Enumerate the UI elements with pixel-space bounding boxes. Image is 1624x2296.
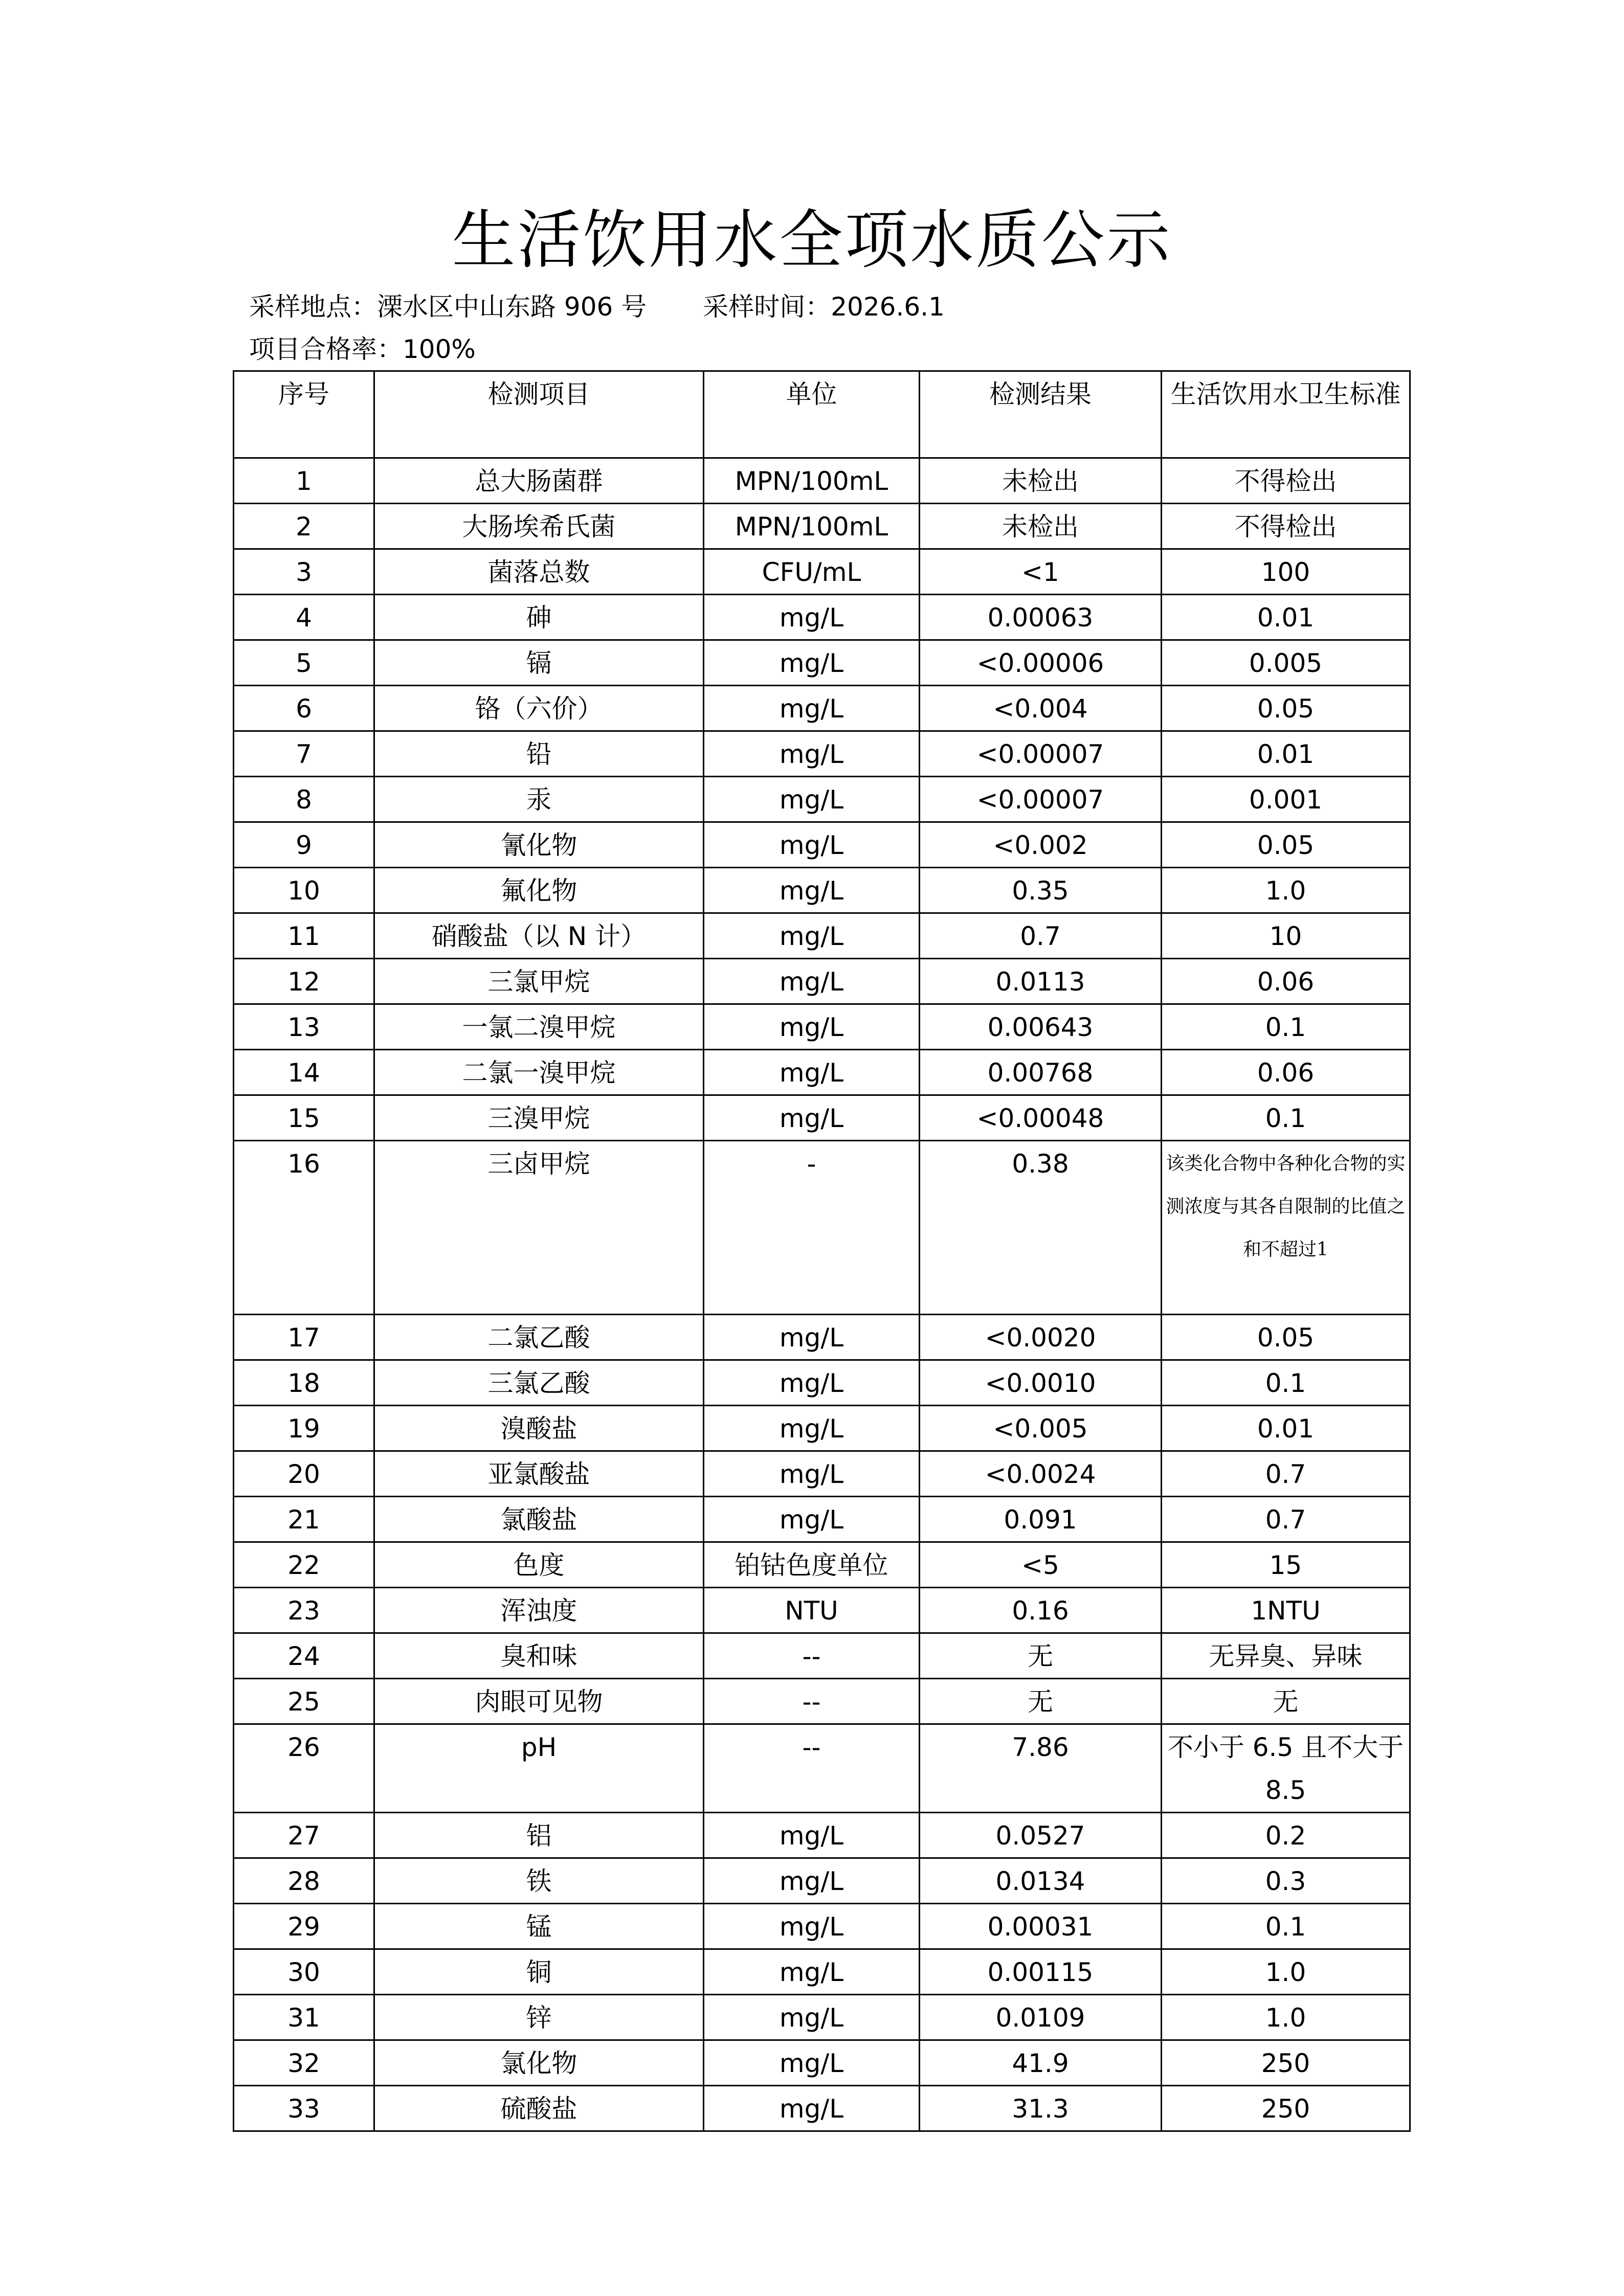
- cell-no: 11: [234, 913, 374, 959]
- cell-standard: 不得检出: [1162, 504, 1410, 549]
- cell-standard: 0.01: [1162, 731, 1410, 777]
- cell-unit: MPN/100mL: [704, 458, 920, 504]
- cell-no: 21: [234, 1497, 374, 1542]
- cell-no: 18: [234, 1360, 374, 1406]
- cell-standard: 0.1: [1162, 1004, 1410, 1050]
- cell-result: 未检出: [920, 504, 1162, 549]
- cell-no: 4: [234, 595, 374, 640]
- pass-rate-value: 100%: [403, 334, 476, 364]
- cell-no: 19: [234, 1406, 374, 1451]
- table-row: [234, 640, 1410, 686]
- cell-no: 2: [234, 504, 374, 549]
- cell-unit: --: [704, 1724, 920, 1813]
- cell-standard: 15: [1162, 1542, 1410, 1588]
- cell-unit: mg/L: [704, 1813, 920, 1858]
- cell-result: <0.002: [920, 822, 1162, 868]
- table-row: [234, 2086, 1410, 2131]
- cell-standard: 1.0: [1162, 868, 1410, 913]
- cell-item: 砷: [374, 595, 704, 640]
- cell-result: <0.0010: [920, 1360, 1162, 1406]
- cell-result: 未检出: [920, 458, 1162, 504]
- cell-no: 17: [234, 1315, 374, 1360]
- cell-result: 0.091: [920, 1497, 1162, 1542]
- cell-no: 28: [234, 1858, 374, 1904]
- cell-no: 22: [234, 1542, 374, 1588]
- cell-item: 臭和味: [374, 1633, 704, 1679]
- cell-result: 0.00031: [920, 1904, 1162, 1949]
- cell-result: 0.00063: [920, 595, 1162, 640]
- cell-unit: mg/L: [704, 686, 920, 731]
- cell-item: 三氯乙酸: [374, 1360, 704, 1406]
- cell-unit: mg/L: [704, 1904, 920, 1949]
- cell-result: <0.0020: [920, 1315, 1162, 1360]
- cell-result: <0.00006: [920, 640, 1162, 686]
- cell-standard: 0.06: [1162, 959, 1410, 1004]
- cell-unit: mg/L: [704, 1315, 920, 1360]
- cell-result: 0.38: [920, 1141, 1162, 1315]
- cell-no: 1: [234, 458, 374, 504]
- table-row: [234, 1904, 1410, 1949]
- cell-item: 锰: [374, 1904, 704, 1949]
- table-row: [234, 1724, 1410, 1813]
- cell-unit: CFU/mL: [704, 549, 920, 595]
- table-body: [234, 371, 1410, 2131]
- header-item: 检测项目: [374, 371, 704, 458]
- cell-no: 32: [234, 2040, 374, 2086]
- cell-standard: 0.2: [1162, 1813, 1410, 1858]
- header-unit: 单位: [704, 371, 920, 458]
- cell-no: 13: [234, 1004, 374, 1050]
- sampling-location-value: 溧水区中山东路 906 号: [377, 292, 647, 322]
- cell-no: 24: [234, 1633, 374, 1679]
- cell-item: 氯化物: [374, 2040, 704, 2086]
- cell-item: 一氯二溴甲烷: [374, 1004, 704, 1050]
- cell-result: 7.86: [920, 1724, 1162, 1813]
- cell-result: 0.0527: [920, 1813, 1162, 1858]
- table-row: [234, 1949, 1410, 1995]
- cell-unit: mg/L: [704, 913, 920, 959]
- cell-item: 总大肠菌群: [374, 458, 704, 504]
- cell-item: 铝: [374, 1813, 704, 1858]
- cell-standard: 0.01: [1162, 1406, 1410, 1451]
- cell-unit: mg/L: [704, 2040, 920, 2086]
- cell-standard: 无异臭、异味: [1162, 1633, 1410, 1679]
- header-result: 检测结果: [920, 371, 1162, 458]
- table-row: [234, 1588, 1410, 1633]
- cell-unit: 铂钴色度单位: [704, 1542, 920, 1588]
- cell-item: 铜: [374, 1949, 704, 1995]
- table-row: [234, 1141, 1410, 1315]
- sampling-location-label: 采样地点：: [249, 292, 377, 322]
- table-row: [234, 1315, 1410, 1360]
- cell-no: 27: [234, 1813, 374, 1858]
- table-row: [234, 1679, 1410, 1724]
- cell-standard: 0.1: [1162, 1095, 1410, 1141]
- cell-standard: 1NTU: [1162, 1588, 1410, 1633]
- cell-result: <0.004: [920, 686, 1162, 731]
- sampling-time-value: 2026.6.1: [831, 292, 945, 322]
- cell-result: 0.00115: [920, 1949, 1162, 1995]
- cell-unit: mg/L: [704, 822, 920, 868]
- table-header-row: [234, 371, 1410, 458]
- cell-no: 23: [234, 1588, 374, 1633]
- cell-unit: mg/L: [704, 640, 920, 686]
- table-row: [234, 1542, 1410, 1588]
- cell-unit: mg/L: [704, 868, 920, 913]
- sampling-time-label: 采样时间：: [703, 292, 831, 322]
- cell-result: 0.0134: [920, 1858, 1162, 1904]
- cell-no: 30: [234, 1949, 374, 1995]
- cell-item: 锌: [374, 1995, 704, 2040]
- cell-unit: mg/L: [704, 1497, 920, 1542]
- table-row: [234, 959, 1410, 1004]
- cell-result: 0.00768: [920, 1050, 1162, 1095]
- cell-no: 20: [234, 1451, 374, 1497]
- cell-no: 9: [234, 822, 374, 868]
- cell-item: 色度: [374, 1542, 704, 1588]
- cell-no: 14: [234, 1050, 374, 1095]
- cell-item: 肉眼可见物: [374, 1679, 704, 1724]
- cell-standard: 0.06: [1162, 1050, 1410, 1095]
- cell-result: 0.00643: [920, 1004, 1162, 1050]
- cell-result: 0.0113: [920, 959, 1162, 1004]
- header-standard: 生活饮用水卫生标准: [1162, 371, 1410, 458]
- table-row: [234, 913, 1410, 959]
- cell-result: <1: [920, 549, 1162, 595]
- cell-standard: 0.1: [1162, 1904, 1410, 1949]
- cell-item: 铁: [374, 1858, 704, 1904]
- cell-standard: 1.0: [1162, 1995, 1410, 2040]
- cell-item: 三卤甲烷: [374, 1141, 704, 1315]
- cell-item: 氰化物: [374, 822, 704, 868]
- cell-item: 二氯一溴甲烷: [374, 1050, 704, 1095]
- cell-standard: 250: [1162, 2086, 1410, 2131]
- cell-no: 5: [234, 640, 374, 686]
- cell-standard: 该类化合物中各种化合物的实测浓度与其各自限制的比值之和不超过1: [1162, 1141, 1410, 1315]
- table-row: [234, 1995, 1410, 2040]
- cell-standard: 0.005: [1162, 640, 1410, 686]
- cell-item: 溴酸盐: [374, 1406, 704, 1451]
- cell-standard: 0.7: [1162, 1497, 1410, 1542]
- cell-item: 汞: [374, 777, 704, 822]
- cell-standard: 100: [1162, 549, 1410, 595]
- cell-standard: 无: [1162, 1679, 1410, 1724]
- table-row: [234, 549, 1410, 595]
- table-row: [234, 1050, 1410, 1095]
- sampling-info-line: [249, 286, 945, 327]
- cell-unit: MPN/100mL: [704, 504, 920, 549]
- cell-standard: 不得检出: [1162, 458, 1410, 504]
- page-title: 生活饮用水全项水质公示: [452, 204, 1172, 277]
- table-row: [234, 1633, 1410, 1679]
- cell-no: 12: [234, 959, 374, 1004]
- cell-no: 16: [234, 1141, 374, 1315]
- cell-unit: mg/L: [704, 1406, 920, 1451]
- cell-item: 硫酸盐: [374, 2086, 704, 2131]
- cell-no: 33: [234, 2086, 374, 2131]
- cell-result: 无: [920, 1633, 1162, 1679]
- cell-no: 25: [234, 1679, 374, 1724]
- cell-no: 31: [234, 1995, 374, 2040]
- cell-result: 41.9: [920, 2040, 1162, 2086]
- table-row: [234, 777, 1410, 822]
- cell-standard: 1.0: [1162, 1949, 1410, 1995]
- cell-item: 大肠埃希氏菌: [374, 504, 704, 549]
- table-row: [234, 504, 1410, 549]
- cell-unit: mg/L: [704, 1858, 920, 1904]
- cell-result: <0.00007: [920, 777, 1162, 822]
- cell-result: 0.7: [920, 913, 1162, 959]
- cell-standard: 0.01: [1162, 595, 1410, 640]
- cell-standard: 0.05: [1162, 822, 1410, 868]
- cell-no: 7: [234, 731, 374, 777]
- cell-unit: --: [704, 1633, 920, 1679]
- cell-unit: mg/L: [704, 1360, 920, 1406]
- cell-item: 铅: [374, 731, 704, 777]
- cell-standard: 0.3: [1162, 1858, 1410, 1904]
- cell-item: 三溴甲烷: [374, 1095, 704, 1141]
- cell-result: <0.0024: [920, 1451, 1162, 1497]
- cell-unit: mg/L: [704, 595, 920, 640]
- table-row: [234, 1858, 1410, 1904]
- cell-standard: 0.05: [1162, 1315, 1410, 1360]
- cell-unit: mg/L: [704, 1451, 920, 1497]
- table-row: [234, 731, 1410, 777]
- table-row: [234, 2040, 1410, 2086]
- cell-unit: mg/L: [704, 959, 920, 1004]
- cell-unit: mg/L: [704, 1095, 920, 1141]
- cell-result: <0.005: [920, 1406, 1162, 1451]
- cell-result: 0.16: [920, 1588, 1162, 1633]
- pass-rate-label: 项目合格率：: [249, 334, 403, 364]
- cell-no: 6: [234, 686, 374, 731]
- water-quality-table: [233, 370, 1411, 2132]
- table-row: [234, 868, 1410, 913]
- cell-no: 3: [234, 549, 374, 595]
- cell-item: 浑浊度: [374, 1588, 704, 1633]
- cell-unit: mg/L: [704, 731, 920, 777]
- table-row: [234, 1360, 1410, 1406]
- cell-unit: mg/L: [704, 777, 920, 822]
- cell-item: 二氯乙酸: [374, 1315, 704, 1360]
- table-row: [234, 822, 1410, 868]
- table-row: [234, 686, 1410, 731]
- table-row: [234, 595, 1410, 640]
- cell-unit: --: [704, 1679, 920, 1724]
- cell-result: 无: [920, 1679, 1162, 1724]
- cell-unit: -: [704, 1141, 920, 1315]
- cell-standard: 10: [1162, 913, 1410, 959]
- cell-unit: mg/L: [704, 1050, 920, 1095]
- table-row: [234, 1451, 1410, 1497]
- table-row: [234, 1095, 1410, 1141]
- cell-unit: NTU: [704, 1588, 920, 1633]
- cell-item: 氟化物: [374, 868, 704, 913]
- cell-standard: 不小于 6.5 且不大于 8.5: [1162, 1724, 1410, 1813]
- cell-result: 31.3: [920, 2086, 1162, 2131]
- cell-item: 氯酸盐: [374, 1497, 704, 1542]
- cell-result: <0.00048: [920, 1095, 1162, 1141]
- cell-item: 硝酸盐（以 N 计）: [374, 913, 704, 959]
- cell-standard: 0.1: [1162, 1360, 1410, 1406]
- pass-rate-line: [249, 329, 476, 370]
- cell-result: 0.0109: [920, 1995, 1162, 2040]
- cell-result: <5: [920, 1542, 1162, 1588]
- cell-no: 29: [234, 1904, 374, 1949]
- table-row: [234, 1497, 1410, 1542]
- header-no: 序号: [234, 371, 374, 458]
- cell-unit: mg/L: [704, 1949, 920, 1995]
- table-row: [234, 458, 1410, 504]
- cell-no: 26: [234, 1724, 374, 1813]
- cell-item: 镉: [374, 640, 704, 686]
- cell-unit: mg/L: [704, 1995, 920, 2040]
- cell-item: pH: [374, 1724, 704, 1813]
- table-row: [234, 1406, 1410, 1451]
- cell-result: 0.35: [920, 868, 1162, 913]
- cell-no: 8: [234, 777, 374, 822]
- cell-unit: mg/L: [704, 2086, 920, 2131]
- cell-standard: 0.7: [1162, 1451, 1410, 1497]
- table-row: [234, 1813, 1410, 1858]
- cell-no: 10: [234, 868, 374, 913]
- cell-item: 菌落总数: [374, 549, 704, 595]
- cell-standard: 0.05: [1162, 686, 1410, 731]
- cell-item: 铬（六价）: [374, 686, 704, 731]
- cell-standard: 250: [1162, 2040, 1410, 2086]
- cell-item: 三氯甲烷: [374, 959, 704, 1004]
- cell-item: 亚氯酸盐: [374, 1451, 704, 1497]
- cell-standard: 0.001: [1162, 777, 1410, 822]
- table-row: [234, 1004, 1410, 1050]
- cell-no: 15: [234, 1095, 374, 1141]
- cell-result: <0.00007: [920, 731, 1162, 777]
- cell-unit: mg/L: [704, 1004, 920, 1050]
